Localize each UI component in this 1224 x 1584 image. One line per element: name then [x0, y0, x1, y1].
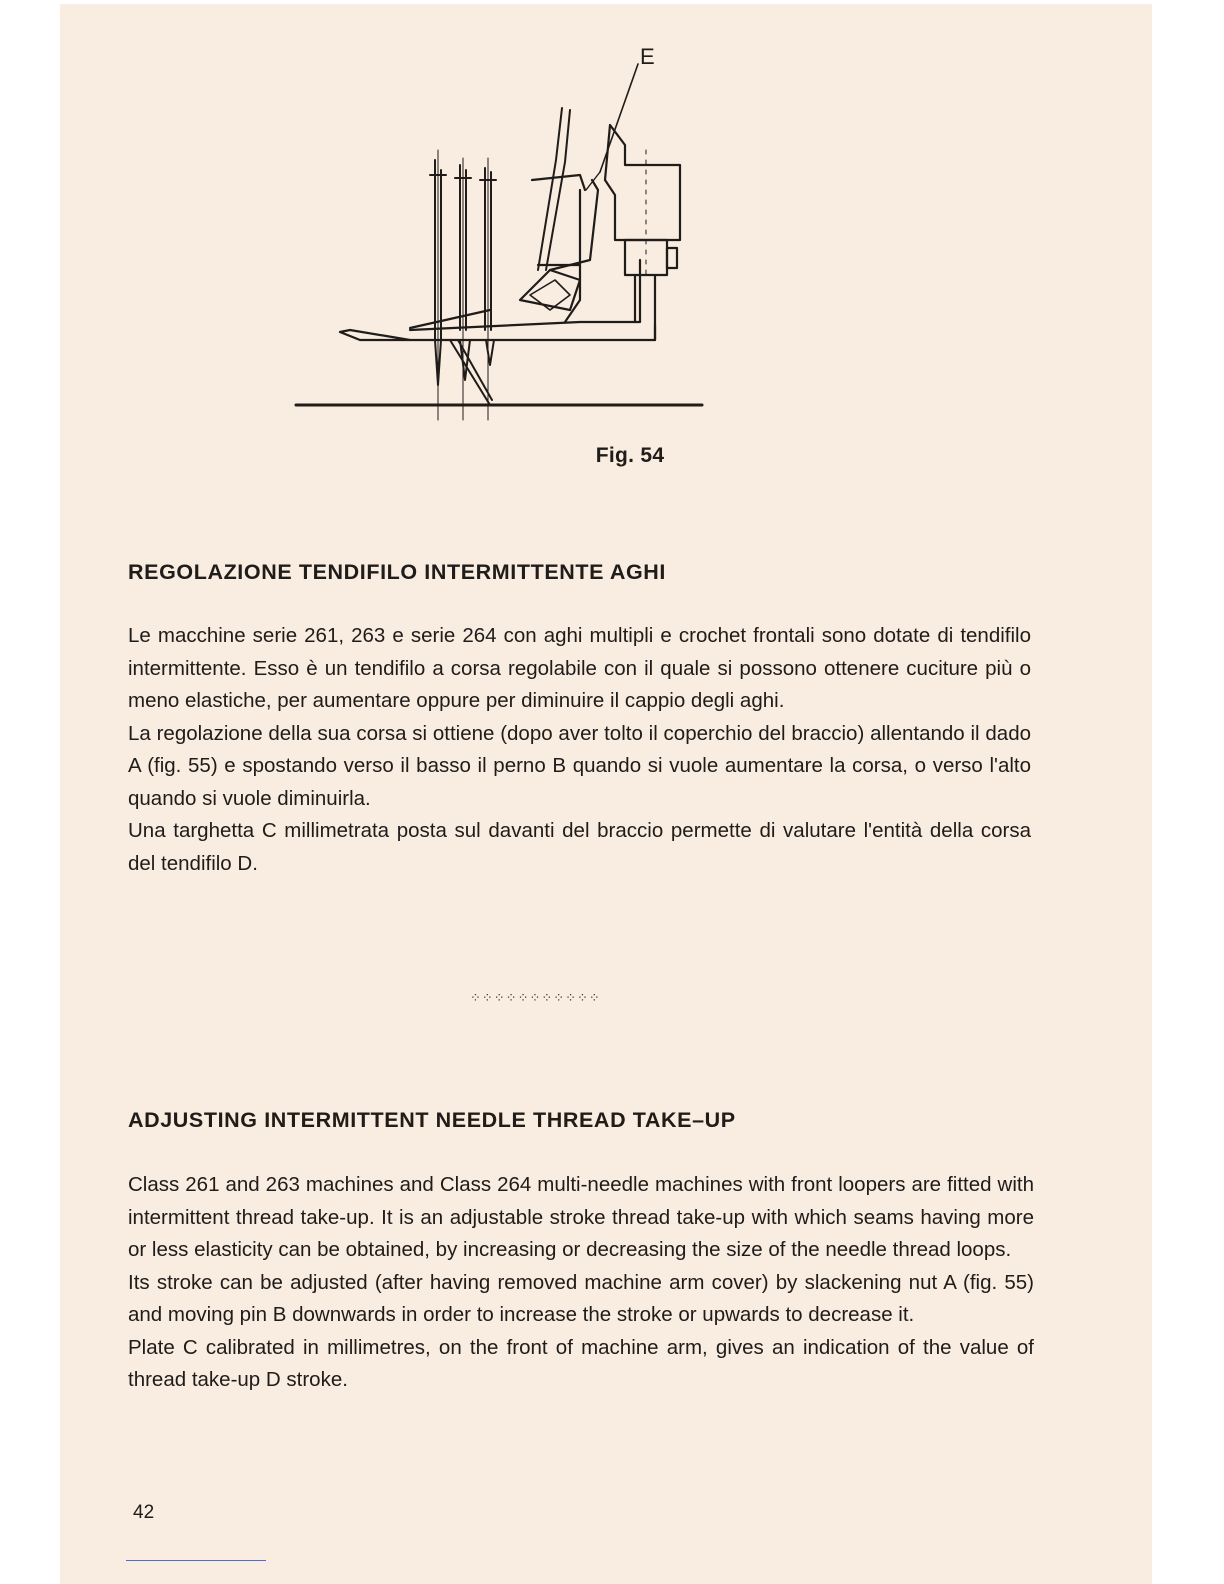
italian-paragraph: Una targhetta C millimetrata posta sul davanti del braccio permette di valutare l'entità della corsa del tendifilo D. — [128, 819, 1031, 875]
italian-heading: REGOLAZIONE TENDIFILO INTERMITTENTE AGHI — [128, 560, 666, 584]
english-paragraph: Plate C calibrated in millimetres, on the front of machine arm, gives an indication of the value of thread take-up D stroke. — [128, 1335, 1034, 1391]
figure-label-e: E — [640, 44, 655, 69]
italian-paragraph: La regolazione della sua corsa si ottiene (dopo aver tolto il coperchio del braccio) allentando il dado A (fig. 55) e spostando verso il basso il perno B quando si vuole aumentare la corsa, o verso l'alto quando si vuole diminuirla. — [128, 721, 1031, 810]
page-number: 42 — [133, 1502, 155, 1523]
figure-54-diagram — [280, 40, 720, 430]
italian-paragraph: Le macchine serie 261, 263 e serie 264 con aghi multipli e crochet frontali sono dotate di tendifilo intermittente. Esso è un tendifilo a corsa regolabile con il quale si possono ottenere cuciture più o meno elastiche, per aumentare oppure per diminuire il cappio degli aghi. — [128, 624, 1031, 712]
section-divider: ⁘⁘⁘⁘⁘⁘⁘⁘⁘⁘⁘ — [470, 990, 601, 1005]
footer-rule — [126, 1560, 266, 1561]
figure-caption: Fig. 54 — [595, 444, 665, 467]
english-paragraph: Class 261 and 263 machines and Class 264 multi-needle machines with front loopers are fitted with intermittent thread take-up. It is an adjustable stroke thread take-up with which seams having more or less elasticity can be obtained, by increasing or decreasing the size of the needle thread loops. — [128, 1173, 1034, 1261]
english-text — [128, 1169, 1034, 1397]
needles — [430, 150, 496, 420]
italian-text — [128, 620, 1031, 880]
english-heading: ADJUSTING INTERMITTENT NEEDLE THREAD TAKE–UP — [128, 1108, 736, 1132]
english-paragraph: Its stroke can be adjusted (after having removed machine arm cover) by slackening nut A (fig. 55) and moving pin B downwards in order to increase the stroke or upwards to decrease it. — [128, 1270, 1034, 1326]
